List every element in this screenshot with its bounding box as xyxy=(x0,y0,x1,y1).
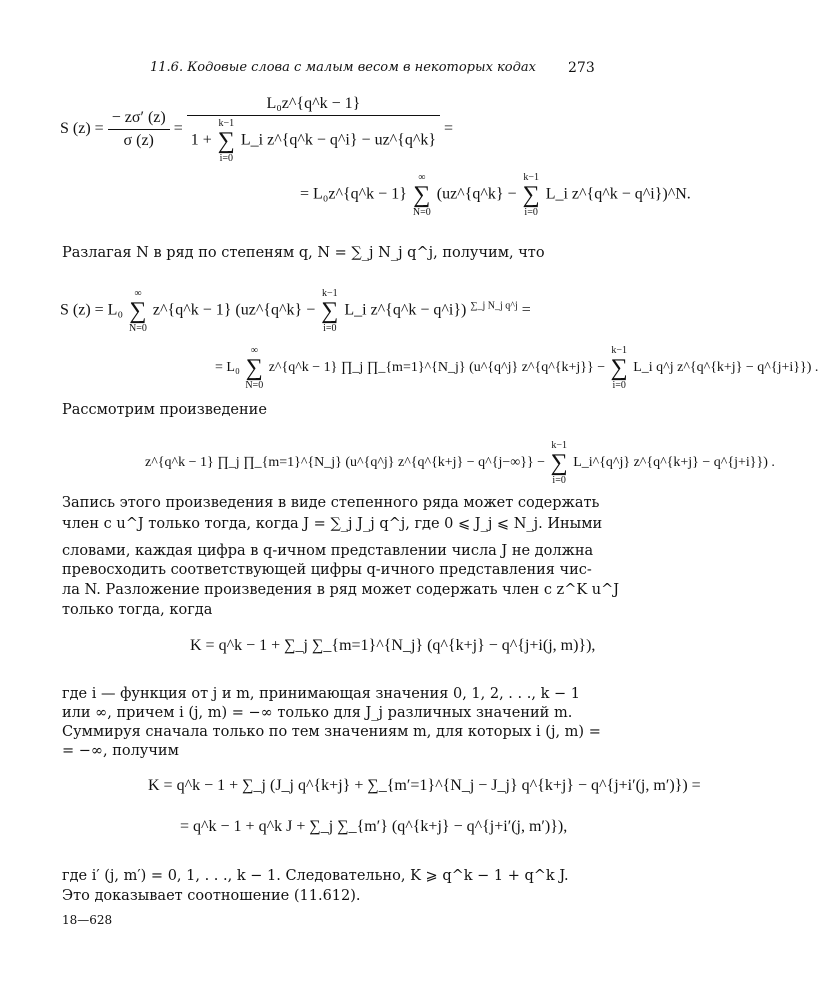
equation-4 xyxy=(215,345,818,391)
paragraph-3-line-6: только тогда, когда xyxy=(62,602,213,618)
eq1-den-prefix: 1 + xyxy=(190,131,212,149)
eq2-body: (uz^{q^k} − xyxy=(436,185,517,203)
sum-upper: ∞ xyxy=(134,288,142,299)
eq4-body: z^{q^k − 1} ∏_j ∏_{m=1}^{N_j} (u^{q^j} z^{q^{k+j}} − xyxy=(268,360,606,376)
paragraph-3-line-1: Запись этого произведения в виде степенного ряда может содержать xyxy=(62,495,600,511)
eq2-inner-term: L_i z^{q^k − q^i})^N. xyxy=(545,185,691,203)
paragraph-3-line-4: превосходить соответствующей цифры q-ичного представления чис- xyxy=(62,562,592,578)
sum-sign: ∞ ∑ N=0 xyxy=(412,172,431,218)
sum-sign: k−1 ∑ i=0 xyxy=(522,172,540,218)
sum-lower: i=0 xyxy=(552,475,566,486)
eq4-inner-term: L_i q^j z^{q^{k+j} − q^{j+i}}) . xyxy=(633,360,818,376)
sum-lower: N=0 xyxy=(129,323,147,334)
eq3-body: z^{q^k − 1} (uz^{q^k} − xyxy=(152,301,316,319)
eq1-fraction-b xyxy=(187,95,440,164)
eq3-power: ∑_j N_j q^j xyxy=(470,300,518,312)
eq1-den: σ (z) xyxy=(123,132,154,149)
sum-upper: k−1 xyxy=(611,345,627,356)
sum-sign: k−1 ∑ i=0 xyxy=(217,118,235,164)
equation-8: = q^k − 1 + q^k J + ∑_j ∑_{m′} (q^{k+j} − q^{j+i′(j, m′)}), xyxy=(180,818,568,835)
sum-upper: k−1 xyxy=(321,288,338,299)
equation-6: K = q^k − 1 + ∑_j ∑_{m=1}^{N_j} (q^{k+j} − q^{j+i(j, m)}), xyxy=(190,637,596,654)
sum-lower: i=0 xyxy=(612,380,626,391)
sum-lower: N=0 xyxy=(245,380,264,391)
equation-7: K = q^k − 1 + ∑_j (J_j q^{k+j} + ∑_{m′=1}^{N_j − J_j} q^{k+j} − q^{j+i′(j, m′)}) = xyxy=(148,777,701,794)
sum-sign: ∞ ∑ N=0 xyxy=(245,345,264,391)
eq2-prefix: = L₀z^{q^k − 1} xyxy=(300,185,407,203)
eq1-tail: = xyxy=(444,120,454,138)
eq1-lhs: S (z) = xyxy=(60,120,104,138)
eq1-mid-num: L₀z^{q^k − 1} xyxy=(266,95,361,112)
sum-sign: k−1 ∑ i=0 xyxy=(321,288,339,334)
page-number: 273 xyxy=(568,60,595,76)
equation-1: S (z) = $\frac{- z\sigma' (z)}{\sigma (z)}$ = L₀z^{q^k − 1} 1 + k−1 ∑ i=0 L_i z^{q^k − q^i} − uz^{q^k} = xyxy=(60,95,454,164)
sum-upper: k−1 xyxy=(551,440,567,451)
paragraph-3-line-3: словами, каждая цифра в q-ичном представлении числа J не должна xyxy=(62,543,594,559)
paragraph-3-line-5: ла N. Разложение произведения в ряд может содержать член с z^K u^J xyxy=(62,582,620,598)
paragraph-4-line-2: или ∞, причем i (j, m) = −∞ только для J_j различных значений m. xyxy=(62,705,573,721)
equation-5 xyxy=(145,440,775,486)
paragraph-4-line-4: = −∞, получим xyxy=(62,743,179,759)
paragraph-1: Разлагая N в ряд по степеням q, N = ∑_j N_j q^j, получим, что xyxy=(62,245,545,261)
eq5-body: z^{q^k − 1} ∏_j ∏_{m=1}^{N_j} (u^{q^j} z^{q^{k+j} − q^{j−∞}} − xyxy=(145,455,546,471)
eq1-den-term: L_i z^{q^k − q^i} − uz^{q^k} xyxy=(240,131,437,149)
eq1-num: − zσ′ (z) xyxy=(111,109,166,126)
sum-upper: k−1 xyxy=(523,172,539,183)
paragraph-3-line-2: член с u^J только тогда, когда J = ∑_j J_j q^j, где 0 ⩽ J_j ⩽ N_j. Иными xyxy=(62,516,603,532)
running-title: 11.6. Кодовые слова с малым весом в некоторых кодах xyxy=(150,60,536,75)
eq3-inner-term: L_i z^{q^k − q^i}) xyxy=(344,301,467,319)
paragraph-5-line-2: Это доказывает соотношение (11.612). xyxy=(62,888,361,904)
paragraph-5-line-1: где i′ (j, m′) = 0, 1, . . ., k − 1. Следовательно, K ⩾ q^k − 1 + q^k J. xyxy=(62,868,569,884)
sum-sign: k−1 ∑ i=0 xyxy=(610,345,628,391)
sum-lower: i=0 xyxy=(524,207,538,218)
equation-3 xyxy=(60,288,531,334)
sum-lower: i=0 xyxy=(323,323,337,334)
eq4-prefix: = L₀ xyxy=(215,360,240,376)
printer-signature: 18—628 xyxy=(62,913,113,927)
sum-lower: i=0 xyxy=(219,153,234,164)
paragraph-2: Рассмотрим произведение xyxy=(62,402,267,418)
eq5-inner-term: L_i^{q^j} z^{q^{k+j} − q^{j+i}}) . xyxy=(573,455,775,471)
eq1-mid-den xyxy=(187,116,440,164)
sum-upper: k−1 xyxy=(218,118,235,129)
sum-lower: N=0 xyxy=(412,207,431,218)
eq3-lhs: S (z) = L₀ xyxy=(60,301,124,319)
eq3-tail: = xyxy=(521,301,531,319)
sum-sign: ∞ ∑ N=0 xyxy=(129,288,147,334)
sum-upper: ∞ xyxy=(250,345,258,356)
eq1-fraction-a xyxy=(108,109,170,150)
paragraph-4-line-1: где i — функция от j и m, принимающая значения 0, 1, 2, . . ., k − 1 xyxy=(62,686,580,702)
sum-upper: ∞ xyxy=(418,172,426,183)
paragraph-4-line-3: Суммируя сначала только по тем значениям m, для которых i (j, m) = xyxy=(62,724,601,740)
equation-2 xyxy=(300,172,691,218)
sum-sign: k−1 ∑ i=0 xyxy=(550,440,568,486)
